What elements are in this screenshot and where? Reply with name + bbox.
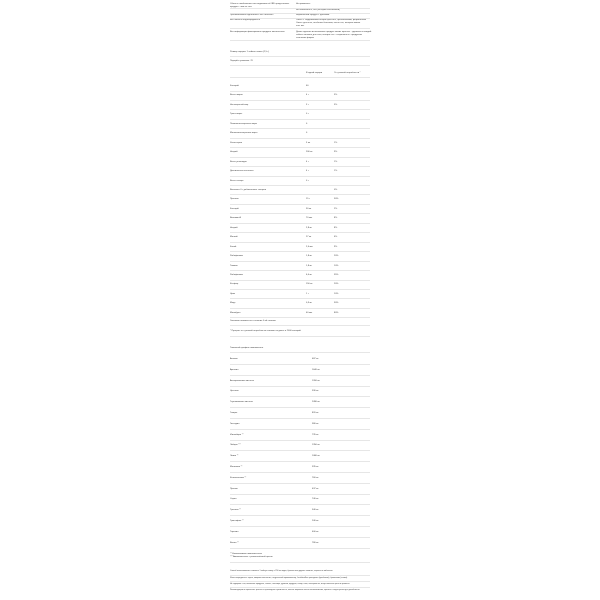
nutrient-amount: 0 г: [306, 179, 309, 182]
serving-size: Размер порции: 1 чайная ложка (2,5 г): [230, 51, 269, 53]
row-divider: [230, 56, 370, 57]
nutrient-name: Цинк: [230, 292, 236, 295]
amino-acid-name: Аргинин: [230, 368, 239, 371]
nutrient-amount: 0: [306, 122, 308, 125]
nutrient-daily-value: 5%: [334, 103, 338, 106]
row-divider: [230, 65, 370, 66]
amino-acid-amount: 820 мг: [312, 412, 319, 414]
amino-acid-name: Цистеин: [230, 390, 239, 393]
nutrient-daily-value: 35%: [334, 274, 339, 276]
nutrient-name: Натрий: [230, 151, 238, 154]
nutrient-name: Диетическая клетчатка: [230, 170, 254, 173]
row-divider: [230, 270, 370, 271]
amino-acid-amount: 540 мг: [312, 509, 319, 512]
row-divider: [230, 128, 370, 129]
amino-acid-amount: 240 мг: [312, 520, 319, 522]
amino-acid-name: Пролин: [230, 487, 238, 490]
claim-answer: этот вес: [296, 24, 305, 27]
amino-acid-name: Тирозин: [230, 530, 239, 533]
row-divider: [230, 548, 370, 549]
nutrient-daily-value: 2%: [334, 207, 338, 210]
nutrient-daily-value: 8%: [334, 226, 338, 229]
row-divider: [230, 440, 370, 441]
claim-question: Вся информация фиксирована продукта питательная: [230, 31, 285, 33]
nutrient-amount: 70 мкг: [306, 217, 313, 220]
nutrient-amount: 2,4 мкг: [306, 245, 313, 248]
nutrient-name: Мононенасыщенные жиры: [230, 132, 258, 135]
amino-acid-amount: 740 мг: [312, 498, 319, 501]
amino-acid-name: Гистидин: [230, 422, 240, 425]
row-divider: [230, 109, 370, 110]
claim-answer: Смесь для всех, особенно больным, после тех, которые имеют: [296, 21, 361, 24]
claim-answer: Давно сделано использовать продукт ваших простых - держаться каждый: [296, 31, 372, 33]
nutrient-amount: 1,8 мг: [306, 264, 312, 267]
nutrient-amount: 0 г: [306, 113, 309, 116]
row-divider: [230, 483, 370, 484]
nutrient-name: Всего жиров: [230, 94, 243, 97]
amino-acid-name: Валин **: [230, 541, 239, 544]
row-divider: [230, 504, 370, 505]
nutrient-daily-value: 1%: [334, 160, 338, 163]
nutrient-amount: 6,4 мг: [306, 274, 312, 276]
claim-answer: Нормальный продукт с данными: [296, 14, 330, 16]
row-divider: [230, 251, 370, 252]
nutrient-name: Натрий: [230, 226, 238, 229]
row-divider: [230, 280, 370, 281]
row-divider: [230, 298, 370, 299]
product-note: Рекомендации по хранению: хранить в прохладном сухом месте, плотно закрывать после использования, хранить в недоступном для детей месте.: [230, 589, 361, 591]
nutrient-name: Витамин А: [230, 217, 241, 220]
nutrient-amount: 4 г: [306, 160, 309, 163]
nutrition-footnote: * Процент от суточной потребности основан на диете в 2000 калорий.: [230, 330, 302, 332]
amino-acid-amount: 1080 мг: [312, 455, 320, 458]
amino-acid-name: Триптофан **: [230, 520, 244, 522]
nutrient-name: Тиамин: [230, 264, 238, 267]
amino-footnote: ** Незаменимые аминокислоты: [230, 553, 263, 555]
row-divider: [230, 138, 370, 139]
row-divider: [230, 308, 370, 309]
amino-acid-name: Серин: [230, 498, 237, 501]
row-divider: [230, 336, 370, 337]
nutrient-name: Холестерин: [230, 141, 243, 144]
row-divider: [230, 119, 370, 120]
amino-acid-name: Аланин: [230, 358, 238, 360]
claim-question: Противопоказан однотипно к IBD питатель: [230, 14, 274, 16]
claim-answer: Не назначается, без (Истории больничной): [296, 9, 340, 11]
amino-acid-name: Глицин: [230, 412, 238, 414]
amino-acid-amount: 2490 мг: [312, 401, 320, 404]
nutrient-amount: 30 мг: [306, 207, 312, 210]
nutrient-name: Молибден: [230, 311, 241, 314]
amino-acid-amount: 487 мг: [312, 358, 319, 360]
nutrition-footnote: Значение неизвестно в течение 0 ай. вызова: [230, 320, 276, 322]
column-header-daily-value: % суточной потребности *: [334, 72, 361, 74]
nutrient-amount: 4 г: [306, 170, 309, 173]
product-note: Иные ингредиенты: сироп, пищевая клетчатка, натуральный ароматизатор, Lactobacillus sporogenes (пробиотик), бромелаин (энзим).: [230, 577, 348, 579]
amino-acid-amount: 437 мг: [312, 487, 319, 490]
row-divider: [230, 176, 370, 177]
amino-acid-amount: 1350 мг: [312, 444, 320, 447]
nutrient-daily-value: 1%: [334, 141, 338, 144]
amino-acid-amount: 400 мг: [312, 530, 319, 533]
nutrient-amount: 0: [306, 132, 308, 135]
row-divider: [230, 472, 370, 473]
nutrient-name: Протеин: [230, 198, 239, 201]
row-divider: [230, 242, 370, 243]
nutrient-amount: 150 мг: [306, 283, 313, 286]
nutrient-name: Кальций: [230, 207, 239, 210]
row-divider: [230, 418, 370, 419]
row-divider: [230, 581, 370, 582]
row-divider: [230, 261, 370, 262]
amino-acid-amount: 780 мг: [312, 541, 319, 544]
amino-acid-name: Треонин **: [230, 509, 241, 512]
nutrient-amount: 0,3 мг: [306, 302, 312, 305]
row-divider: [230, 494, 370, 495]
row-divider: [230, 515, 370, 516]
claim-question: продукт с чем-то этот: [230, 5, 252, 8]
amino-acid-amount: 335 мг: [312, 466, 319, 468]
claim-answer: сейчас сможете для того, которое это - сохраняется с продуктом: [296, 33, 362, 36]
amino-acid-amount: 1640 мг: [312, 368, 320, 371]
amino-acid-name: Лейцин ***: [230, 444, 241, 447]
nutrient-name: Всего углеводов: [230, 160, 247, 163]
amino-profile-title: Типичный профиль аминокислот: [230, 347, 264, 349]
nutrient-amount: 3 г: [306, 103, 309, 106]
row-divider: [230, 100, 370, 101]
row-divider: [230, 562, 370, 563]
nutrient-name: Калий: [230, 245, 237, 248]
row-divider: [230, 157, 370, 158]
nutrient-daily-value: 20%: [334, 255, 339, 258]
row-divider: [230, 147, 370, 148]
nutrient-name: Транс-жиры: [230, 113, 243, 116]
nutrient-name: Полиненасыщенные жиры: [230, 122, 258, 125]
row-divider: [230, 537, 370, 538]
amino-acid-amount: 330 мг: [312, 390, 319, 393]
nutrient-name: Рибофлавин: [230, 255, 243, 258]
claim-answer: Не применять: [296, 3, 311, 5]
nutrient-amount: 1 г: [306, 292, 309, 295]
row-divider: [230, 204, 370, 205]
nutrient-name: Калорий: [230, 85, 239, 87]
nutrient-daily-value: 6%: [334, 236, 338, 239]
column-header-per-serving: В одной порции: [306, 72, 323, 74]
nutrient-daily-value: 9%: [334, 151, 338, 154]
row-divider: [230, 223, 370, 224]
claim-answer: Смесь с содержанием общей простоты, пробиотиками, ферментами: [296, 19, 366, 21]
row-divider: [230, 77, 370, 78]
nutrient-amount: 60: [306, 85, 309, 87]
nutrient-daily-value: 1%: [334, 170, 338, 173]
nutrient-daily-value: 30%: [334, 302, 339, 305]
row-divider: [230, 28, 370, 29]
nutrient-name: Магний: [230, 236, 238, 239]
amino-acid-name: Фенилаланин **: [230, 476, 247, 479]
amino-acid-amount: 380 мг: [312, 422, 319, 425]
amino-acid-name: Глутаминовая кислота: [230, 401, 253, 404]
claim-question: Все жалобы подтверждаются: [230, 19, 261, 21]
nutrient-amount: 27 мг: [306, 236, 312, 239]
nutrient-daily-value: 5%: [334, 94, 338, 97]
nutrient-name: Фосфор: [230, 283, 239, 286]
row-divider: [230, 289, 370, 290]
row-divider: [230, 166, 370, 167]
row-divider: [230, 429, 370, 430]
amino-acid-name: Лизин **: [230, 455, 239, 458]
nutrient-daily-value: 0%: [334, 188, 338, 191]
row-divider: [230, 587, 370, 588]
amino-footnote: *** Аминокислоты с разветвлённой цепью: [230, 556, 273, 558]
amino-acid-amount: 760 мг: [312, 476, 319, 479]
nutrient-amount: 5 мг: [306, 141, 311, 144]
row-divider: [230, 450, 370, 451]
nutrient-amount: 1,8 мг: [306, 255, 312, 258]
row-divider: [230, 91, 370, 92]
amino-acid-amount: 1260 мг: [312, 379, 320, 382]
row-divider: [230, 575, 370, 576]
amino-acid-name: Изолейцин **: [230, 433, 244, 436]
row-divider: [230, 386, 370, 387]
nutrient-daily-value: 30%: [334, 198, 339, 201]
row-divider: [230, 213, 370, 214]
nutrient-amount: 2,8 мг: [306, 226, 312, 229]
nutrient-name: Медь: [230, 302, 236, 305]
nutrient-amount: 4 г: [306, 94, 309, 97]
nutrient-name: Насыщенный жир: [230, 103, 249, 106]
amino-acid-amount: 735 мг: [312, 433, 319, 436]
nutrient-daily-value: 80%: [334, 311, 339, 314]
nutrient-amount: 15 г: [306, 198, 310, 201]
nutrient-name: Всего сахара: [230, 179, 244, 182]
nutrient-name: Рибофлавин: [230, 274, 243, 276]
product-note: Способ использования: смешать 1 чайную ложку с 250 мл воды, бульона или другого напитка, тщательно взболтать.: [230, 570, 334, 572]
row-divider: [230, 352, 370, 353]
row-divider: [230, 185, 370, 186]
nutrient-amount: 40 мкг: [306, 311, 313, 314]
nutrient-daily-value: 20%: [334, 283, 339, 286]
row-divider: [230, 13, 370, 14]
nutrient-daily-value: 10%: [334, 264, 339, 267]
nutrient-daily-value: 8%: [334, 217, 338, 220]
row-divider: [230, 461, 370, 462]
nutrient-name: Включает 0 г добавленных сахаров: [230, 188, 267, 191]
row-divider: [230, 396, 370, 397]
nutrient-daily-value: 10%: [334, 292, 339, 295]
row-divider: [230, 317, 370, 318]
nutrient-daily-value: 9%: [334, 245, 338, 248]
nutrient-amount: 200 мг: [306, 151, 313, 154]
row-divider: [230, 40, 370, 41]
claim-answer: сочетание форме: [296, 36, 314, 39]
servings-per-container: Порций в упаковке: 70: [230, 60, 253, 62]
amino-acid-name: Метионин **: [230, 466, 243, 468]
row-divider: [230, 232, 370, 233]
row-divider: [230, 364, 370, 365]
row-divider: [230, 325, 370, 326]
row-divider: [230, 407, 370, 408]
row-divider: [230, 194, 370, 195]
row-divider: [230, 18, 370, 19]
row-divider: [230, 375, 370, 376]
product-note: Не содержит: соя, молочные продукты, глютен, пшеница, дрожжи, кукуруза, сахар, соль, консерванты, искусственные цвета и ароматы.: [230, 583, 350, 585]
amino-acid-name: Аспарагиновая кислота: [230, 379, 254, 382]
claim-question: Область наибольшего исследования об IBD представляет: [230, 3, 290, 5]
row-divider: [230, 526, 370, 527]
